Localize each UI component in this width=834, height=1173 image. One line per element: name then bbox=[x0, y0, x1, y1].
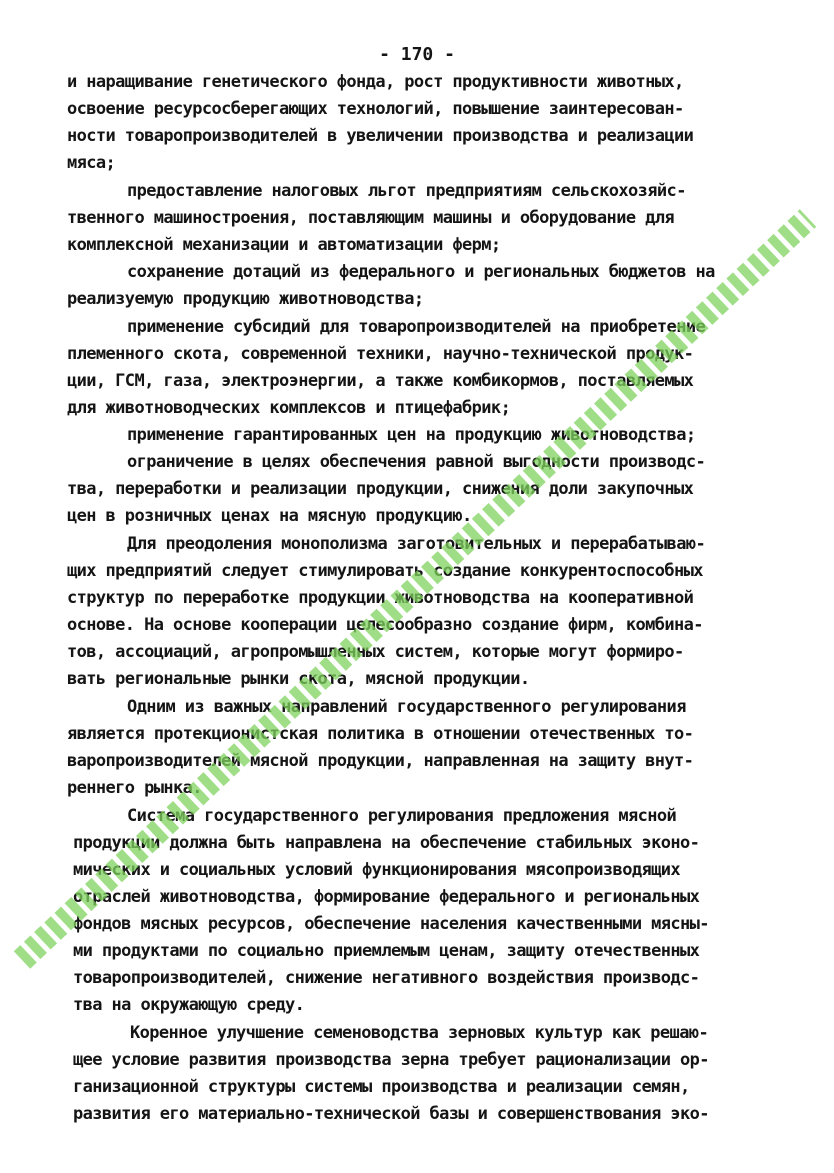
text-line: Система государственного регулирования предложения мясной bbox=[127, 806, 677, 826]
text-line: тов, ассоциаций, агропромышленных систем, которые могут формиро- bbox=[67, 642, 684, 662]
text-line: Коренное улучшение семеноводства зерновых культур как решаю- bbox=[130, 1023, 709, 1043]
text-line: реализуемую продукцию животноводства; bbox=[67, 289, 424, 309]
text-line: ции, ГСМ, газа, электроэнергии, а также комбикормов, поставляемых bbox=[67, 371, 694, 391]
text-line: ограничение в целях обеспечения равной выгодности производс- bbox=[127, 452, 706, 472]
text-line: цен в розничных ценах на мясную продукцию. bbox=[67, 506, 472, 526]
text-line: применение гарантированных цен на продукцию животноводства; bbox=[127, 425, 696, 445]
text-line: структур по переработке продукции животноводства на кооперативной bbox=[67, 588, 694, 608]
text-line: продукции должна быть направлена на обеспечение стабильных эконо- bbox=[73, 833, 700, 853]
text-line: щих предприятий следует стимулировать создание конкурентоспособных bbox=[67, 561, 703, 581]
page-number: - 170 - bbox=[379, 44, 455, 65]
text-line: отраслей животноводства, формирование федерального и региональных bbox=[73, 887, 700, 907]
text-line: фондов мясных ресурсов, обеспечение населения качественными мясны- bbox=[73, 914, 709, 934]
text-line: товаропроизводителей, снижение негативного воздействия производс- bbox=[73, 968, 700, 988]
text-line: тва на окружающую среду. bbox=[73, 995, 305, 1015]
text-line: мяса; bbox=[67, 153, 116, 173]
text-line: вать региональные рынки скота, мясной продукции. bbox=[67, 669, 530, 689]
text-line: ми продуктами по социально приемлемым ценам, защиту отечественных bbox=[73, 941, 700, 961]
text-line: применение субсидий для товаропроизводителей на приобретение bbox=[127, 317, 706, 337]
text-line: ганизационной структуры системы производства и реализации семян, bbox=[73, 1077, 690, 1097]
text-line: твенного машиностроения, поставляющим машины и оборудование для bbox=[67, 208, 674, 228]
text-line: реннего рынка. bbox=[67, 778, 202, 798]
text-line: щее условие развития производства зерна требует рационализации ор- bbox=[73, 1050, 709, 1070]
text-line: предоставление налоговых льгот предприятиям сельскохозяйс- bbox=[127, 181, 686, 201]
text-line: развития его материально-технической базы и совершенствования эко- bbox=[73, 1104, 709, 1124]
text-line: сохранение дотаций из федерального и региональных бюджетов на bbox=[127, 262, 715, 282]
text-line: Для преодоления монополизма заготовительных и перерабатываю- bbox=[127, 534, 706, 554]
text-line: мических и социальных условий функционирования мясопроизводящих bbox=[73, 860, 680, 880]
text-line: ности товаропроизводителей в увеличении производства и реализации bbox=[67, 126, 694, 146]
text-line: освоение ресурсосберегающих технологий, повышение заинтересован- bbox=[67, 99, 684, 119]
text-line: комплексной механизации и автоматизации ферм; bbox=[67, 235, 501, 255]
text-line: является протекционистская политика в отношении отечественных то- bbox=[67, 724, 694, 744]
text-line: для животноводческих комплексов и птицефабрик; bbox=[67, 398, 511, 418]
text-line: варопроизводителей мясной продукции, направленная на защиту внут- bbox=[67, 751, 694, 771]
text-line: племенного скота, современной техники, научно-технической продук- bbox=[67, 344, 694, 364]
text-line: и наращивание генетического фонда, рост продуктивности животных, bbox=[67, 72, 684, 92]
text-line: Одним из важных направлений государственного регулирования bbox=[127, 697, 686, 717]
text-line: основе. На основе кооперации целесообразно создание фирм, комбина- bbox=[67, 615, 703, 635]
text-line: тва, переработки и реализации продукции, снижения доли закупочных bbox=[67, 479, 694, 499]
